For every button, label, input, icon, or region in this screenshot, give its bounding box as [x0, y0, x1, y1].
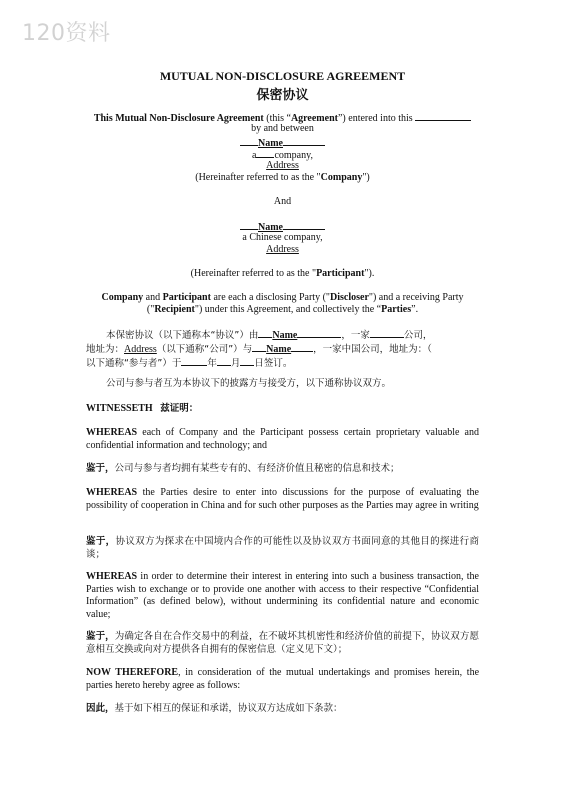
- by-and-between: by and between: [251, 123, 314, 134]
- watermark-logo: 120资料: [22, 21, 111, 46]
- company-name: Name: [258, 138, 283, 149]
- whereas-clause-3: WHEREAS in order to determine their interest in entering into such a business transaction, the Parties wish to exchange or to provide one another with access to their respective “Confidential Information” (as defined below), without undermining its confidential nature and economic value;: [86, 571, 479, 620]
- date-blank: [415, 111, 471, 121]
- yinci-clause: 因此，基于如下相互的保证和承诺，协议双方达成如下条款：: [86, 703, 343, 714]
- company-type-line: a company,: [252, 150, 313, 161]
- company-address: Address: [266, 160, 299, 171]
- participant-desc: a Chinese company,: [242, 232, 323, 243]
- witnesseth-heading: WITNESSETH 兹证明：: [86, 403, 199, 414]
- participant-address: Address: [266, 244, 299, 255]
- jianyu-clause-3: 鉴于，为确定各自在合作交易中的利益，在不破坏其机密性和经济价值的前提下，协议双方愿意相互交换或向对方提供各自拥有的保密信息（定义见下文）；: [86, 631, 479, 655]
- participant-name: Name: [258, 222, 283, 233]
- company-hereinafter: (Hereinafter referred to as the "Company"): [195, 172, 370, 183]
- cn-intro-paragraph: 本保密协议（以下通称本“协议”）由 Name ，一家 公司， 地址为：Address（以下通称“公司”）与 Name ，一家中国公司，地址为：（ 以下通称“参与者”）于 年 月 日签订。: [86, 330, 433, 369]
- document-title: MUTUAL NON-DISCLOSURE AGREEMENT: [159, 69, 406, 83]
- participant-hereinafter: (Hereinafter referred to as the "Participant").: [190, 268, 375, 279]
- cn-parties-paragraph: 公司与参与者互为本协议下的披露方与接受方，以下通称协议双方。: [106, 378, 392, 389]
- now-therefore-clause: NOW THEREFORE, in consideration of the mutual undertakings and promises herein, the parties hereto hereby agree as follows:: [86, 667, 480, 691]
- whereas-clause-2: WHEREAS the Parties desire to enter into discussions for the purpose of evaluating the possibility of cooperation in China and for such other purposes as the Parties may agree in writing: [86, 487, 479, 511]
- intro-line: This Mutual Non-Disclosure Agreement (this “Agreement”) entered into this: [86, 111, 479, 125]
- document-title-cn: 保密协议: [256, 88, 309, 103]
- jianyu-clause-1: 鉴于，公司与参与者均拥有某些专有的、有经济价值且秘密的信息和技术；: [86, 463, 400, 474]
- parties-paragraph: Company and Participant are each a disclosing Party ("Discloser") and a receiving Party ("Recipient") under this Agreement, and collectively the “Parties”.: [101, 292, 464, 315]
- agreement-name: This Mutual Non-Disclosure Agreement: [93, 113, 264, 124]
- and-separator: And: [273, 196, 292, 207]
- jianyu-clause-2: 鉴于，协议双方为探求在中国境内合作的可能性以及协议双方书面同意的其他目的探进行商谈；: [86, 536, 479, 560]
- whereas-clause-1: WHEREAS each of Company and the Participant possess certain proprietary valuable and confidential information and technology; and: [86, 427, 479, 451]
